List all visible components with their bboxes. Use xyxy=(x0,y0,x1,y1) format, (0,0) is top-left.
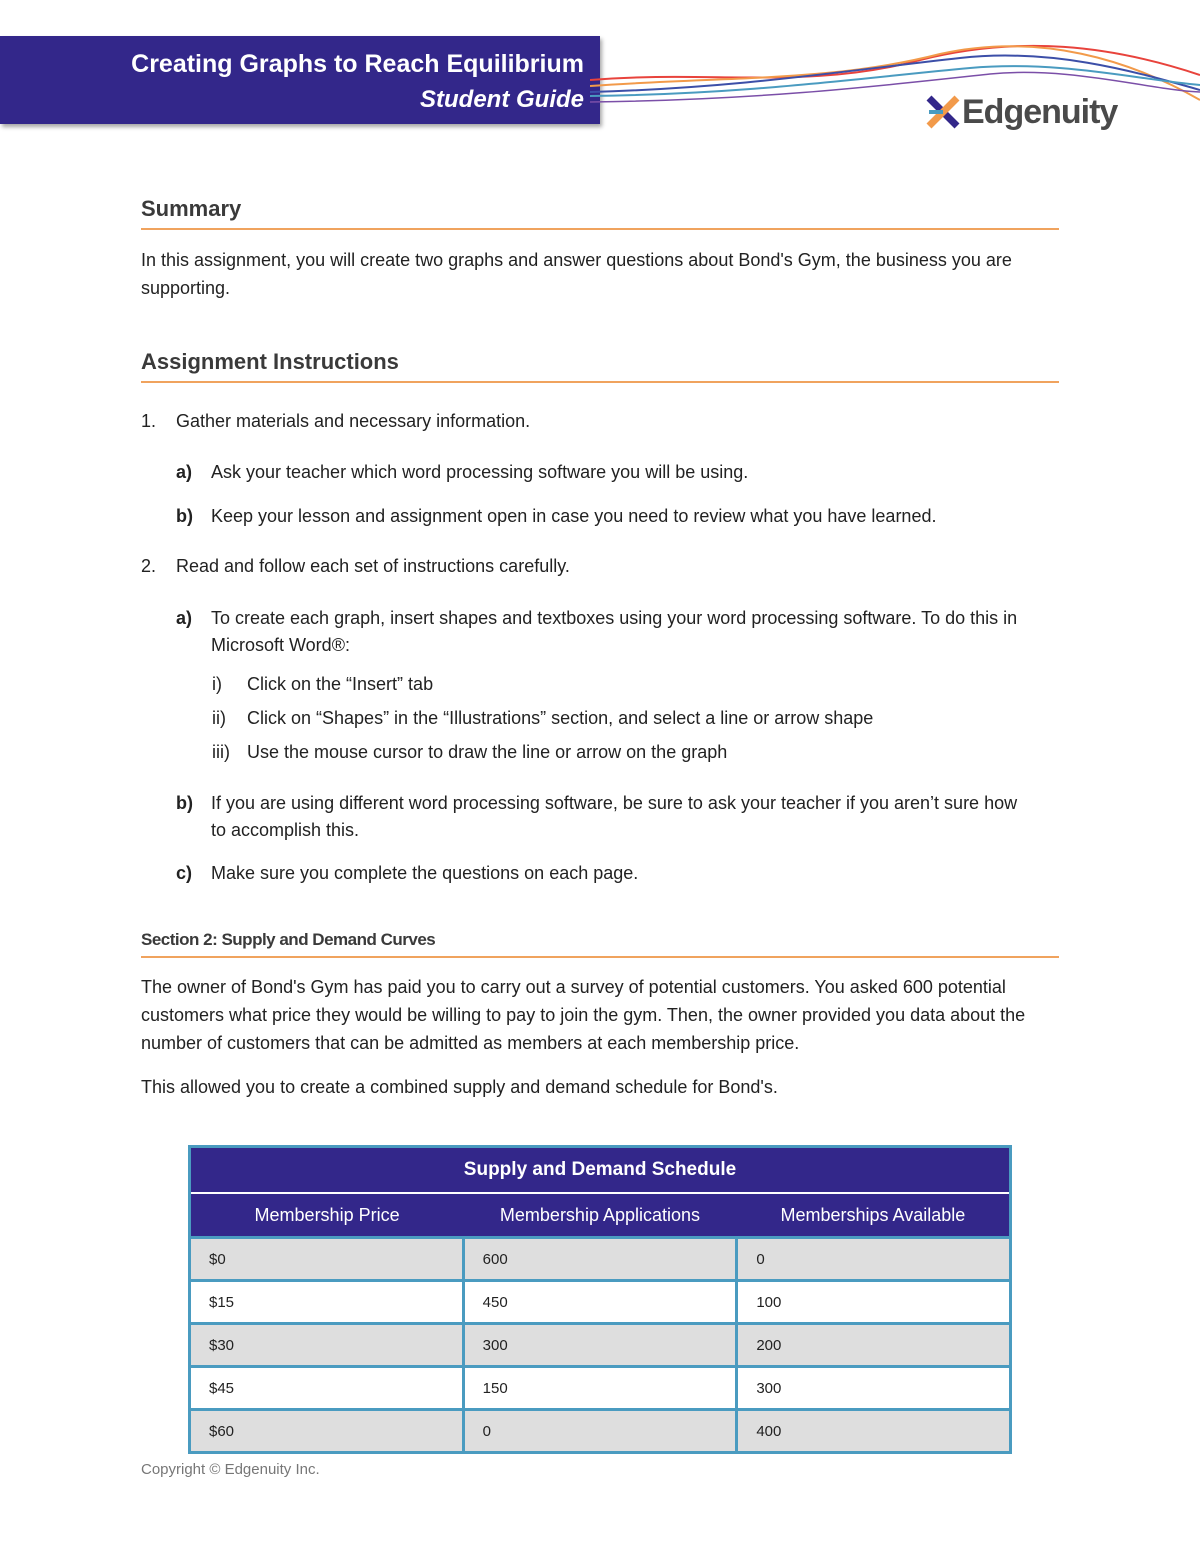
step-text: Read and follow each set of instructions carefully. xyxy=(176,556,570,576)
step-number: 1. xyxy=(141,411,157,431)
table-cell: 400 xyxy=(737,1410,1011,1453)
section-2-paragraph-1: The owner of Bond's Gym has paid you to carry out a survey of potential customers. You asked 600 potential customers what price they would be willing to pay to join the gym. Then, the owner provided you data about the number of customers that can be admitted as members at each membership price. xyxy=(141,977,1026,1053)
document-title: Creating Graphs to Reach Equilibrium xyxy=(131,50,584,78)
roman-text: Click on “Shapes” in the “Illustrations” section, and select a line or arrow shape xyxy=(247,708,874,728)
substep-text: If you are using different word processing software, be sure to ask your teacher if you aren’t sure how to accomplish this. xyxy=(211,793,1018,840)
table-cell: 0 xyxy=(737,1238,1011,1281)
table-cell: 100 xyxy=(737,1281,1011,1324)
table-cell: 200 xyxy=(737,1324,1011,1367)
table-cell: 300 xyxy=(737,1367,1011,1410)
table-cell: 0 xyxy=(463,1410,737,1453)
header-banner xyxy=(0,36,600,124)
step-1b xyxy=(176,503,1056,530)
table-cell: $60 xyxy=(190,1410,464,1453)
table-cell: 300 xyxy=(463,1324,737,1367)
logo-text: Edgenuity xyxy=(962,92,1118,131)
instructions-heading: Assignment Instructions xyxy=(141,349,1059,383)
table-cell: 600 xyxy=(463,1238,737,1281)
roman-text: Click on the “Insert” tab xyxy=(247,674,434,694)
table-cell: 450 xyxy=(463,1281,737,1324)
step-2c xyxy=(176,860,1056,887)
step-number: 2. xyxy=(141,556,157,576)
edgenuity-logo xyxy=(926,92,1117,132)
section-2-heading: Section 2: Supply and Demand Curves xyxy=(141,930,1059,958)
substep-text: Keep your lesson and assignment open in case you need to review what you have learned. xyxy=(211,506,937,526)
column-header: Memberships Available xyxy=(737,1193,1011,1238)
roman-label: ii) xyxy=(212,708,226,728)
supply-demand-table xyxy=(188,1145,1012,1454)
table-cell: $30 xyxy=(190,1324,464,1367)
substep-label: c) xyxy=(176,863,193,883)
roman-text: Use the mouse cursor to draw the line or arrow on the graph xyxy=(247,742,728,762)
copyright-footer: Copyright © Edgenuity Inc. xyxy=(141,1461,320,1478)
substep-text: To create each graph, insert shapes and textboxes using your word processing software. To do this in Microsoft Word®: xyxy=(211,608,1018,655)
substep-label: a) xyxy=(176,608,193,628)
table-cell: $45 xyxy=(190,1367,464,1410)
substep-label: a) xyxy=(176,462,193,482)
instructions-section xyxy=(141,349,1059,383)
document-subtitle: Student Guide xyxy=(420,86,584,113)
table-title: Supply and Demand Schedule xyxy=(190,1147,1011,1194)
table-row xyxy=(190,1367,1011,1410)
summary-body: In this assignment, you will create two graphs and answer questions about Bond's Gym, the business you are supporting. xyxy=(141,250,1012,298)
roman-label: iii) xyxy=(212,742,230,762)
step-1a xyxy=(176,459,1056,486)
summary-section xyxy=(141,196,1059,230)
table-row xyxy=(190,1324,1011,1367)
step-2b xyxy=(176,790,1036,844)
table-row xyxy=(190,1238,1011,1281)
step-text: Gather materials and necessary information. xyxy=(176,411,531,431)
table-cell: 150 xyxy=(463,1367,737,1410)
section-2-paragraph-2: This allowed you to create a combined supply and demand schedule for Bond's. xyxy=(141,1077,778,1097)
column-header: Membership Price xyxy=(190,1193,464,1238)
table-row xyxy=(190,1410,1011,1453)
table-cell: $0 xyxy=(190,1238,464,1281)
section-2 xyxy=(141,930,1059,958)
substep-text: Ask your teacher which word processing software you will be using. xyxy=(211,462,749,482)
substep-label: b) xyxy=(176,793,193,813)
substep-label: b) xyxy=(176,506,193,526)
summary-heading: Summary xyxy=(141,196,1059,230)
edgenuity-x-icon xyxy=(926,95,960,129)
roman-label: i) xyxy=(212,674,222,694)
step-2a xyxy=(176,605,1036,659)
table-row xyxy=(190,1281,1011,1324)
table-cell: $15 xyxy=(190,1281,464,1324)
substep-text: Make sure you complete the questions on each page. xyxy=(211,863,639,883)
column-header: Membership Applications xyxy=(463,1193,737,1238)
